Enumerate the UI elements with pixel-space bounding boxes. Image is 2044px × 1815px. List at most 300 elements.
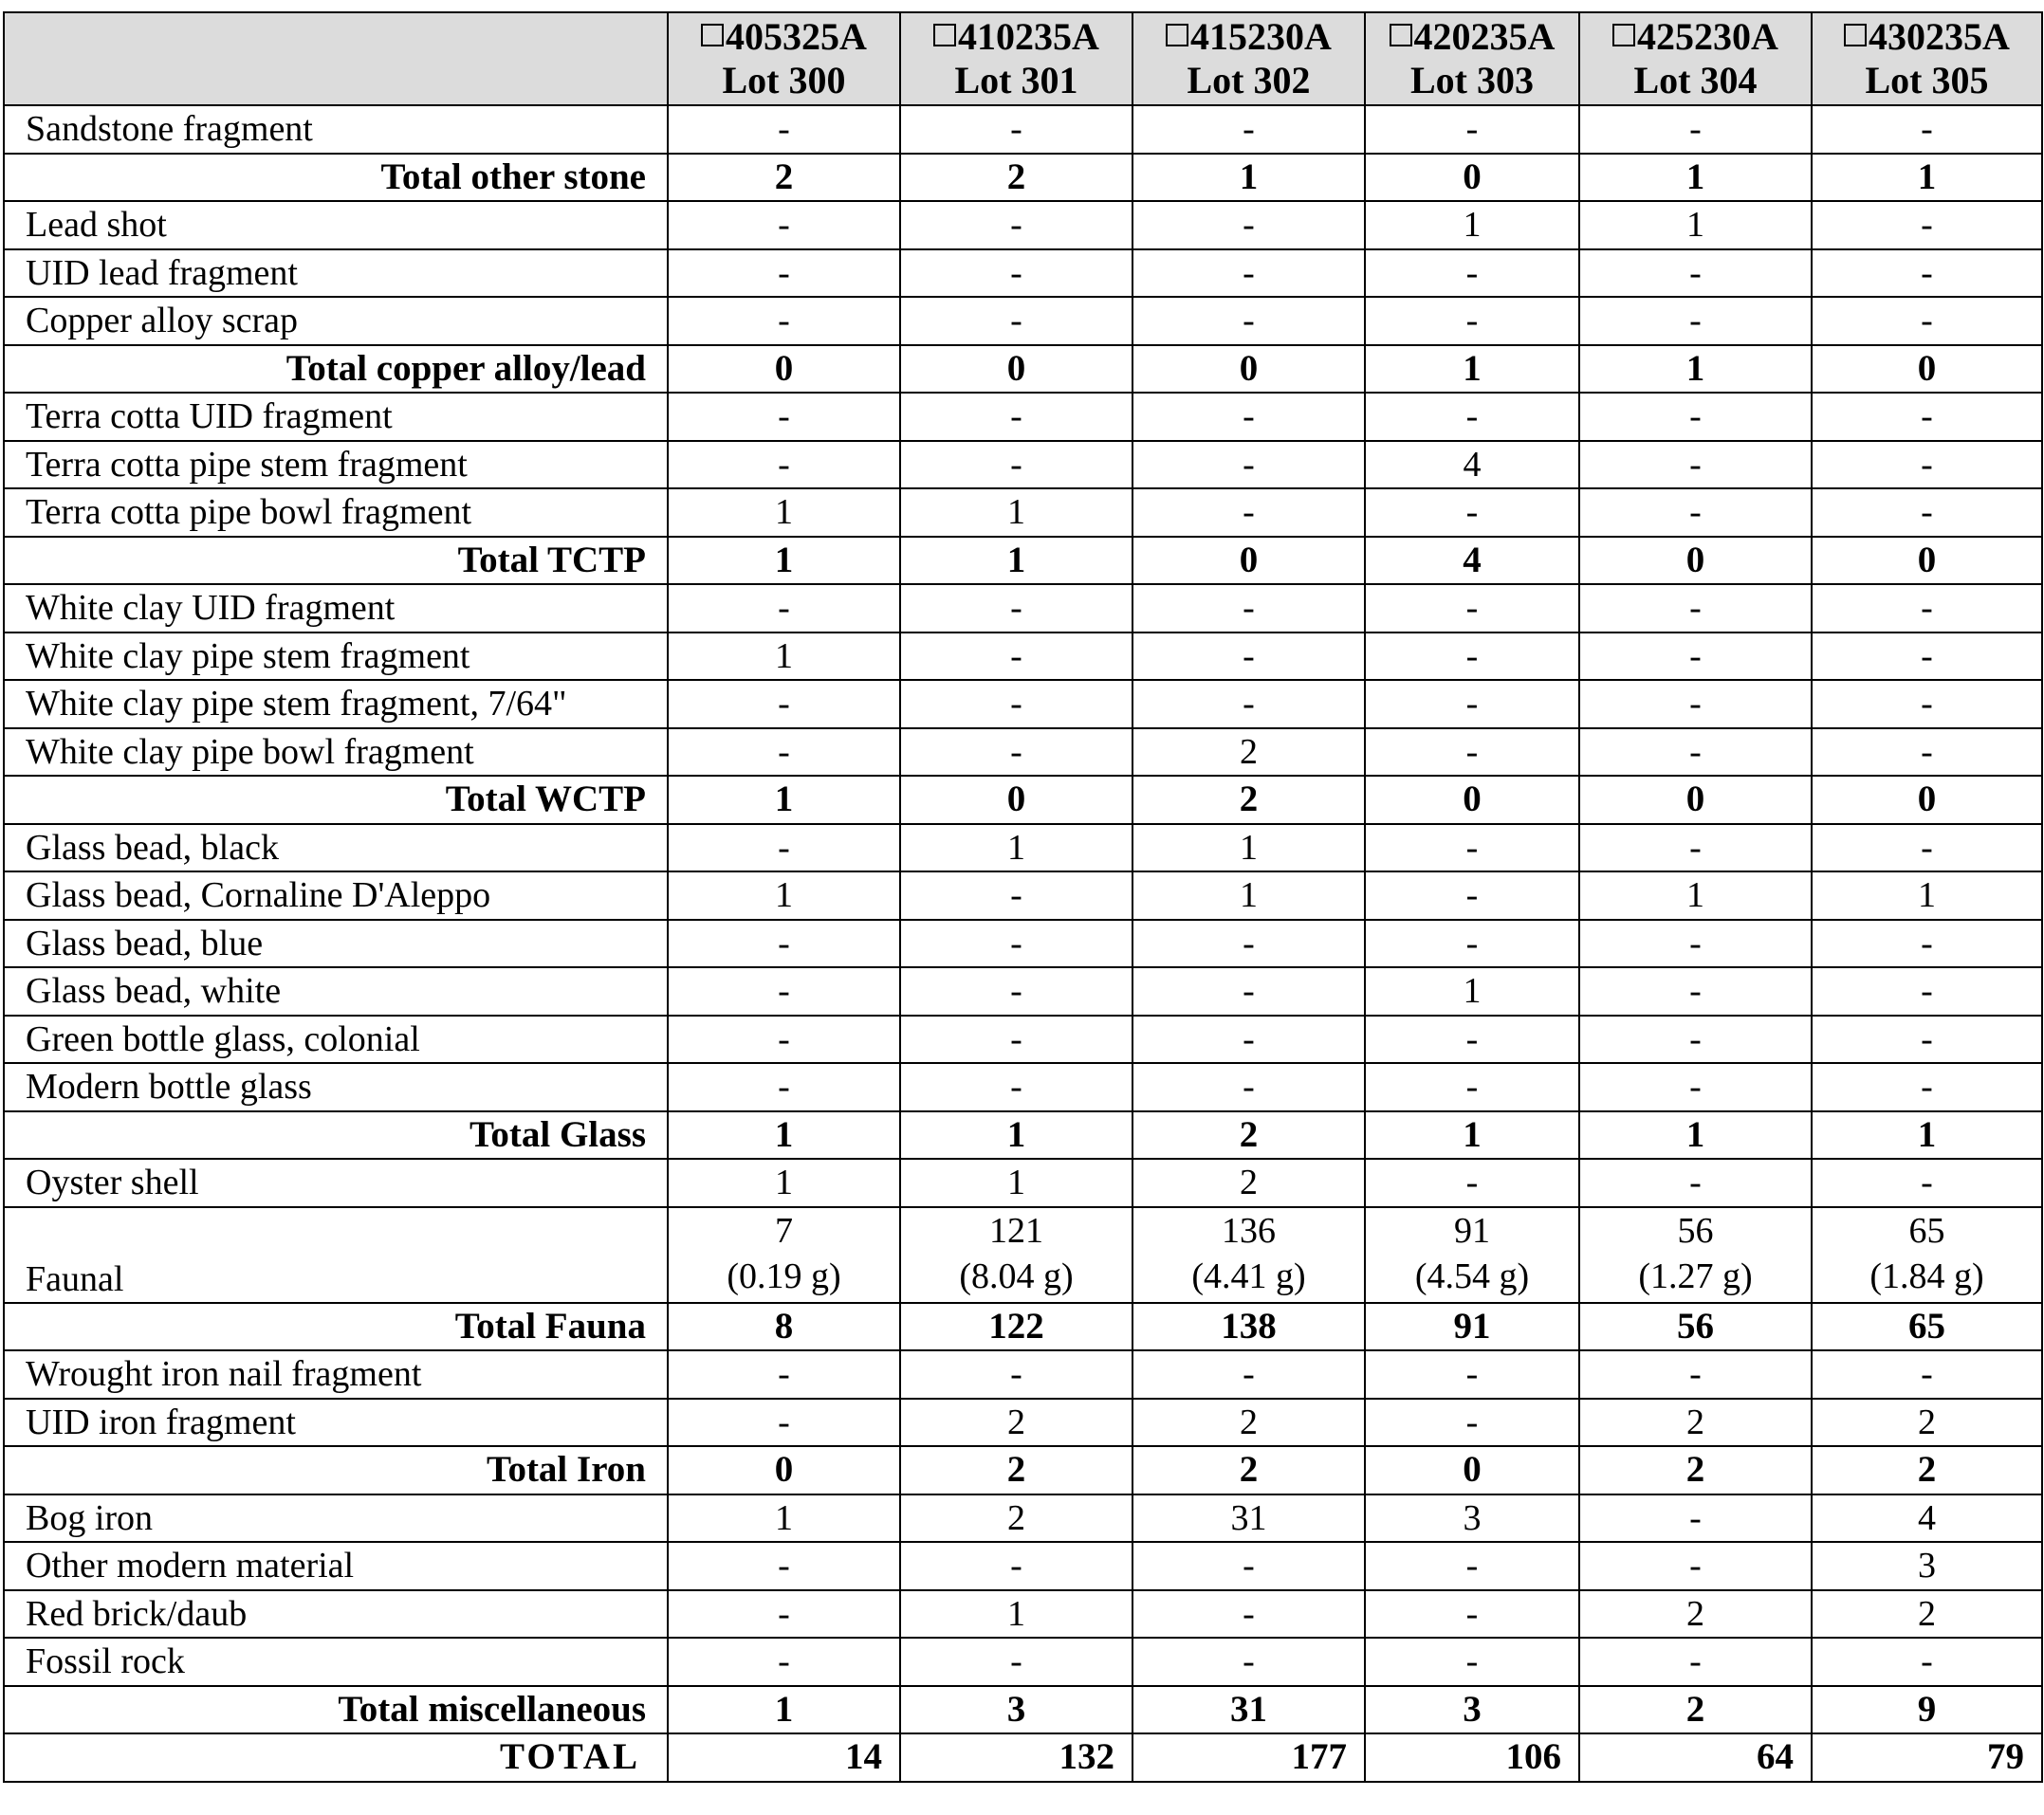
row-label: Glass bead, black [4,824,668,872]
value-cell: 1 [900,1111,1132,1160]
weight-value: (1.84 g) [1869,1256,1984,1296]
value-cell: 3 [1812,1542,2042,1590]
row-label: Modern bottle glass [4,1063,668,1111]
value-cell: - [1132,1063,1365,1111]
table-row [4,488,2042,537]
value-cell: 2 [900,1494,1132,1543]
table-row [4,824,2042,872]
value-cell: - [1579,1063,1812,1111]
value-cell: 1 [900,824,1132,872]
value-cell: 1 [668,1111,900,1160]
value-cell: - [1812,1638,2042,1686]
value-cell: - [1812,105,2042,154]
value-cell: 2 [1132,776,1365,824]
value-cell: - [1132,967,1365,1016]
value-cell: - [1365,1542,1579,1590]
column-lot: Lot 302 [1187,59,1311,101]
value-cell: - [900,1063,1132,1111]
table-row [4,441,2042,489]
row-label: UID lead fragment [4,249,668,298]
value-cell: - [668,967,900,1016]
count-value: 7 [775,1210,793,1251]
value-cell: 2 [900,1446,1132,1494]
value-cell: - [668,1016,900,1064]
value-cell: 1 [668,632,900,681]
value-cell: 4 [1812,1494,2042,1543]
value-cell: - [1365,871,1579,920]
column-header [1579,12,1812,105]
table-row [4,632,2042,681]
value-cell: 2 [1812,1590,2042,1639]
value-cell: 1 [1812,1111,2042,1160]
value-cell: 1 [1365,201,1579,249]
weight-value: (0.19 g) [727,1256,841,1296]
table-row [4,584,2042,632]
value-cell: 1 [1132,824,1365,872]
value-cell: - [1812,920,2042,968]
value-cell: - [1132,1016,1365,1064]
value-cell: 2 [1579,1590,1812,1639]
value-cell: - [1812,393,2042,441]
value-cell: 1 [668,488,900,537]
value-cell: 0 [1365,776,1579,824]
value-cell: - [668,249,900,298]
table-row [4,1638,2042,1686]
value-cell: - [1132,441,1365,489]
value-cell: - [1579,297,1812,345]
value-cell: 3 [900,1686,1132,1734]
value-cell: 2 [1132,1159,1365,1207]
total-row-label: Total TCTP [4,537,668,585]
value-cell: - [900,393,1132,441]
value-cell: 65 [1812,1303,2042,1351]
value-cell: 4 [1365,537,1579,585]
value-cell: 4 [1365,441,1579,489]
value-cell: - [1812,297,2042,345]
row-label: Fossil rock [4,1638,668,1686]
value-cell: - [1812,1016,2042,1064]
value-cell: - [1365,393,1579,441]
total-row-label: Total miscellaneous [4,1686,668,1734]
value-cell: 0 [900,345,1132,394]
value-cell: - [900,297,1132,345]
row-label: UID iron fragment [4,1399,668,1447]
table-row [4,871,2042,920]
value-cell: 2 [900,1399,1132,1447]
value-cell: - [1579,488,1812,537]
table-row [4,1016,2042,1064]
value-cell: - [1132,1590,1365,1639]
value-cell: - [1579,105,1812,154]
value-cell: 1 [668,537,900,585]
value-cell: - [1812,201,2042,249]
value-cell: - [1132,297,1365,345]
value-cell: - [900,249,1132,298]
value-cell: - [668,584,900,632]
row-label: Terra cotta UID fragment [4,393,668,441]
table-row [4,728,2042,777]
total-row-label: Total Glass [4,1111,668,1160]
total-row-label: Total WCTP [4,776,668,824]
value-cell: 1 [1812,154,2042,202]
value-cell: - [1579,632,1812,681]
table-row [4,201,2042,249]
value-cell: - [900,632,1132,681]
value-cell: - [1365,1350,1579,1399]
value-cell: 2 [1812,1446,2042,1494]
row-label: White clay pipe stem fragment, 7/64" [4,680,668,728]
checkbox-glyph-icon [1166,24,1188,46]
value-cell: - [668,1638,900,1686]
checkbox-glyph-icon [933,24,956,46]
value-cell: 0 [900,776,1132,824]
column-lot: Lot 301 [954,59,1078,101]
column-header [668,12,900,105]
value-cell [1579,1207,1812,1303]
count-value: 121 [989,1210,1043,1251]
value-cell: - [1579,393,1812,441]
row-label: Bog iron [4,1494,668,1543]
value-cell [668,1207,900,1303]
value-cell: - [668,1350,900,1399]
table-body [4,105,2042,1782]
value-cell: - [668,680,900,728]
grand-total-value: 79 [1812,1733,2042,1782]
total-row [4,776,2042,824]
grand-total-value: 132 [900,1733,1132,1782]
table-row [4,105,2042,154]
total-row [4,1111,2042,1160]
value-cell: 138 [1132,1303,1365,1351]
value-cell: - [1579,824,1812,872]
value-cell: - [1812,1350,2042,1399]
value-cell: 0 [1812,345,2042,394]
value-cell: 0 [1812,776,2042,824]
value-cell: 1 [1365,1111,1579,1160]
value-cell: - [1132,920,1365,968]
value-cell: 0 [668,1446,900,1494]
value-cell: - [900,1350,1132,1399]
value-cell: 3 [1365,1494,1579,1543]
row-label: Other modern material [4,1542,668,1590]
value-cell: - [900,584,1132,632]
value-cell: - [1365,1590,1579,1639]
value-cell: - [1812,632,2042,681]
value-cell: - [1365,1638,1579,1686]
table-row [4,1350,2042,1399]
value-cell: 1 [1365,345,1579,394]
value-cell: - [1579,1159,1812,1207]
column-id: 430235A [1869,15,2010,58]
value-cell: - [668,393,900,441]
checkbox-glyph-icon [701,24,724,46]
grand-total-label: TOTAL [4,1733,668,1782]
value-cell: - [1579,967,1812,1016]
value-cell: - [1812,1159,2042,1207]
table-row [4,680,2042,728]
table-row [4,1494,2042,1543]
value-cell: - [1365,1399,1579,1447]
value-cell: 0 [668,345,900,394]
value-cell: - [1132,393,1365,441]
value-cell: - [668,201,900,249]
value-cell: - [1579,249,1812,298]
value-cell: - [900,680,1132,728]
row-label: Faunal [4,1207,668,1303]
value-cell: - [668,728,900,777]
table-row [4,249,2042,298]
value-cell: 1 [1132,154,1365,202]
row-label: Oyster shell [4,1159,668,1207]
value-cell: 1 [1579,201,1812,249]
value-cell: 2 [1579,1446,1812,1494]
value-cell: - [1579,1350,1812,1399]
value-cell: - [1579,584,1812,632]
table-row [4,1063,2042,1111]
weight-value: (1.27 g) [1638,1256,1753,1296]
value-cell: 0 [1132,345,1365,394]
value-cell: - [1365,249,1579,298]
column-header [1132,12,1365,105]
row-label: White clay pipe bowl fragment [4,728,668,777]
header-corner-cell [4,12,668,105]
value-cell: - [1365,297,1579,345]
value-cell: - [1812,967,2042,1016]
count-value: 65 [1908,1210,1945,1251]
total-row [4,537,2042,585]
value-cell [1132,1207,1365,1303]
header-row [4,12,2042,105]
value-cell: - [668,1590,900,1639]
value-cell: - [1365,584,1579,632]
value-cell: - [1579,441,1812,489]
count-value: 91 [1454,1210,1490,1251]
value-cell: 1 [900,537,1132,585]
table-row [4,920,2042,968]
value-cell [1365,1207,1579,1303]
value-cell: 2 [1132,1446,1365,1494]
value-cell: 2 [900,154,1132,202]
column-id: 410235A [958,15,1099,58]
column-lot: Lot 304 [1633,59,1758,101]
value-cell: - [1812,680,2042,728]
table-row [4,393,2042,441]
value-cell: - [1132,1638,1365,1686]
table-row [4,297,2042,345]
value-cell: - [900,105,1132,154]
value-cell: - [1132,680,1365,728]
value-cell: 3 [1365,1686,1579,1734]
column-header [1365,12,1579,105]
value-cell: - [1132,201,1365,249]
row-label: Glass bead, white [4,967,668,1016]
row-label: Glass bead, blue [4,920,668,968]
value-cell: - [1365,728,1579,777]
row-label: Terra cotta pipe bowl fragment [4,488,668,537]
value-cell: 122 [900,1303,1132,1351]
value-cell: - [1365,1159,1579,1207]
value-cell: - [1365,1063,1579,1111]
value-cell: - [1365,1016,1579,1064]
value-cell: - [900,920,1132,968]
value-cell: - [1579,1494,1812,1543]
value-cell: - [1812,1063,2042,1111]
value-cell: - [1579,1016,1812,1064]
value-cell: 1 [1579,871,1812,920]
value-cell: - [1812,584,2042,632]
row-label: Terra cotta pipe stem fragment [4,441,668,489]
value-cell: - [900,871,1132,920]
value-cell: - [1365,920,1579,968]
value-cell: - [668,297,900,345]
column-lot: Lot 303 [1410,59,1534,101]
value-cell: 1 [900,1159,1132,1207]
value-cell: - [1132,488,1365,537]
count-value: 136 [1222,1210,1276,1251]
value-cell: 0 [1579,537,1812,585]
value-cell: - [900,728,1132,777]
value-cell: 1 [668,1686,900,1734]
row-label: Copper alloy scrap [4,297,668,345]
table-row [4,1590,2042,1639]
value-cell: 2 [1132,728,1365,777]
table-row [4,967,2042,1016]
total-row [4,154,2042,202]
value-cell: 31 [1132,1686,1365,1734]
row-label: White clay UID fragment [4,584,668,632]
value-cell: 2 [668,154,900,202]
value-cell: - [1365,105,1579,154]
value-cell: - [1365,824,1579,872]
row-label: Sandstone fragment [4,105,668,154]
column-header [900,12,1132,105]
value-cell: - [900,441,1132,489]
value-cell: 2 [1812,1399,2042,1447]
value-cell: 1 [1579,154,1812,202]
table-row [4,1399,2042,1447]
value-cell: - [900,1542,1132,1590]
value-cell: 9 [1812,1686,2042,1734]
total-row [4,1686,2042,1734]
grand-total-row [4,1733,2042,1782]
value-cell: - [1579,1542,1812,1590]
value-cell: - [1365,632,1579,681]
value-cell: - [1812,249,2042,298]
table-row [4,1207,2042,1303]
column-id: 420235A [1413,15,1556,58]
value-cell: 2 [1579,1399,1812,1447]
value-cell: 1 [1132,871,1365,920]
checkbox-glyph-icon [1390,24,1412,46]
grand-total-value: 14 [668,1733,900,1782]
total-row [4,1446,2042,1494]
value-cell: 0 [1365,154,1579,202]
value-cell: 91 [1365,1303,1579,1351]
total-row-label: Total Iron [4,1446,668,1494]
value-cell: 1 [1812,871,2042,920]
value-cell: 2 [1132,1399,1365,1447]
value-cell: 56 [1579,1303,1812,1351]
column-id: 425230A [1637,15,1778,58]
value-cell: - [668,920,900,968]
weight-value: (8.04 g) [959,1256,1074,1296]
row-label: White clay pipe stem fragment [4,632,668,681]
value-cell: 2 [1132,1111,1365,1160]
total-row-label: Total Fauna [4,1303,668,1351]
value-cell: - [1579,1638,1812,1686]
value-cell: 0 [1132,537,1365,585]
value-cell: - [668,1399,900,1447]
value-cell [900,1207,1132,1303]
value-cell: - [1132,1350,1365,1399]
row-label: Green bottle glass, colonial [4,1016,668,1064]
artifact-inventory-table [3,11,2043,1783]
value-cell: 1 [668,1494,900,1543]
value-cell: - [668,1542,900,1590]
value-cell: 1 [1365,967,1579,1016]
value-cell: - [900,1638,1132,1686]
total-row-label: Total copper alloy/lead [4,345,668,394]
value-cell: - [1132,632,1365,681]
column-lot: Lot 305 [1865,59,1989,101]
column-id: 415230A [1190,15,1332,58]
value-cell: - [1579,920,1812,968]
value-cell: - [668,105,900,154]
value-cell: - [668,441,900,489]
table-row [4,1159,2042,1207]
value-cell: - [900,967,1132,1016]
value-cell: 1 [668,776,900,824]
total-row [4,345,2042,394]
total-row-label: Total other stone [4,154,668,202]
weight-value: (4.41 g) [1191,1256,1306,1296]
value-cell: - [1579,680,1812,728]
grand-total-value: 106 [1365,1733,1579,1782]
value-cell: - [1132,1542,1365,1590]
row-label: Glass bead, Cornaline D'Aleppo [4,871,668,920]
value-cell: - [1132,105,1365,154]
value-cell: - [1812,728,2042,777]
value-cell: 1 [1579,345,1812,394]
value-cell: - [900,1016,1132,1064]
value-cell [1812,1207,2042,1303]
grand-total-value: 64 [1579,1733,1812,1782]
row-label: Lead shot [4,201,668,249]
value-cell: 0 [1365,1446,1579,1494]
value-cell: 1 [900,1590,1132,1639]
value-cell: 0 [1812,537,2042,585]
value-cell: 1 [1579,1111,1812,1160]
value-cell: - [1812,441,2042,489]
total-row [4,1303,2042,1351]
value-cell: 8 [668,1303,900,1351]
value-cell: 1 [668,1159,900,1207]
grand-total-value: 177 [1132,1733,1365,1782]
value-cell: - [1365,680,1579,728]
value-cell: 31 [1132,1494,1365,1543]
table-row [4,1542,2042,1590]
row-label: Red brick/daub [4,1590,668,1639]
checkbox-glyph-icon [1844,24,1867,46]
value-cell: - [900,201,1132,249]
value-cell: - [1132,584,1365,632]
count-value: 56 [1677,1210,1714,1251]
value-cell: 1 [900,488,1132,537]
value-cell: 1 [668,871,900,920]
value-cell: - [1812,824,2042,872]
value-cell: - [668,824,900,872]
row-label: Wrought iron nail fragment [4,1350,668,1399]
